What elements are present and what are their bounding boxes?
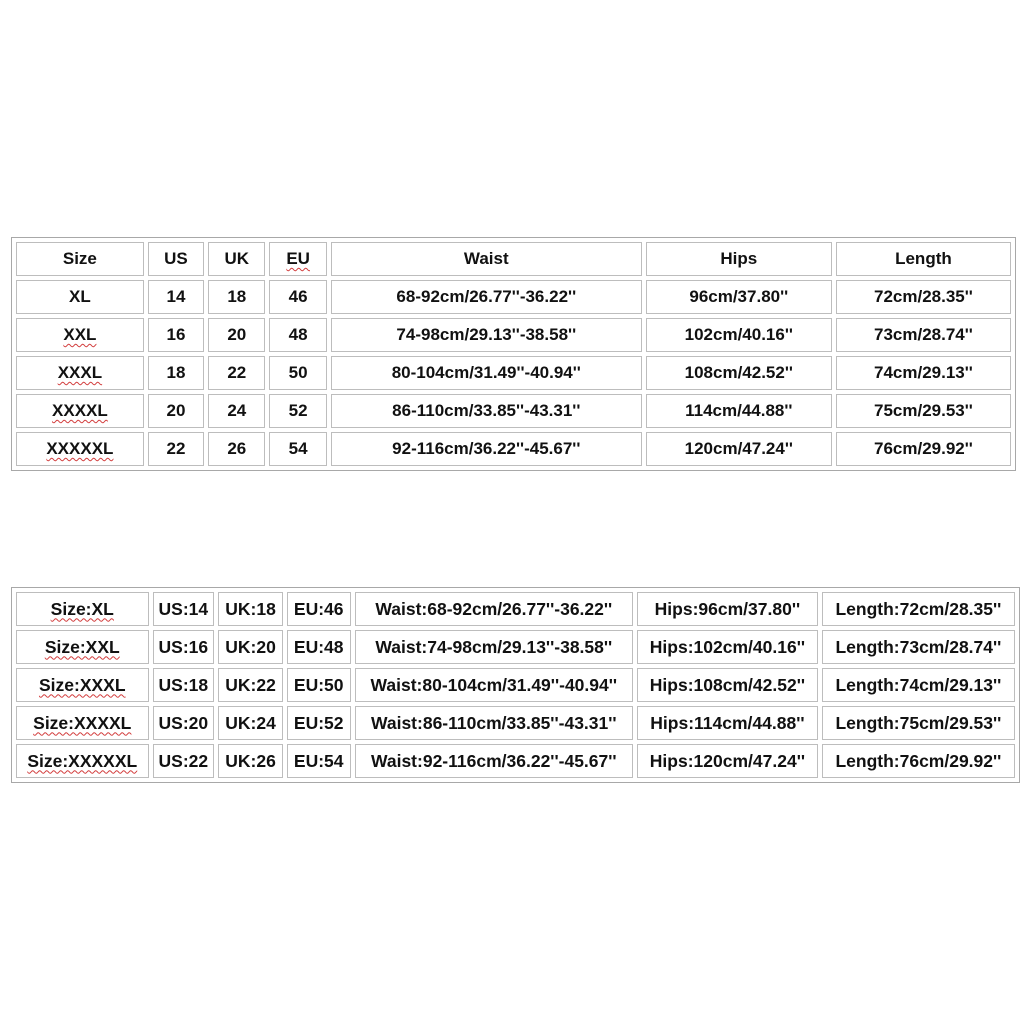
header-eu: EU — [269, 242, 326, 276]
table-row — [16, 630, 1015, 664]
size-cell: XXL — [16, 318, 144, 352]
length-cell: 74cm/29.13'' — [836, 356, 1011, 390]
uk-cell: 18 — [208, 280, 265, 314]
size-chart-table — [11, 237, 1016, 471]
waist-cell: 92-116cm/36.22''-45.67'' — [331, 432, 642, 466]
us-cell: 22 — [148, 432, 204, 466]
size-cell: Size:XL — [16, 592, 149, 626]
size-cell: Size:XXXL — [16, 668, 149, 702]
size-cell: XXXL — [16, 356, 144, 390]
header-hips: Hips — [646, 242, 832, 276]
uk-cell: 22 — [208, 356, 265, 390]
size-cell: Size:XXXXL — [16, 706, 149, 740]
table-row — [16, 394, 1011, 428]
length-cell: 72cm/28.35'' — [836, 280, 1011, 314]
hips-cell: Hips:114cm/44.88'' — [637, 706, 818, 740]
table-row — [16, 318, 1011, 352]
table-row — [16, 432, 1011, 466]
hips-cell: Hips:96cm/37.80'' — [637, 592, 818, 626]
header-uk: UK — [208, 242, 265, 276]
waist-cell: 86-110cm/33.85''-43.31'' — [331, 394, 642, 428]
size-cell: Size:XXL — [16, 630, 149, 664]
table-row — [16, 668, 1015, 702]
hips-cell: 120cm/47.24'' — [646, 432, 832, 466]
table-row — [16, 592, 1015, 626]
header-size: Size — [16, 242, 144, 276]
waist-cell: 74-98cm/29.13''-38.58'' — [331, 318, 642, 352]
size-chart-table-labeled — [11, 587, 1020, 783]
eu-cell: EU:52 — [287, 706, 351, 740]
uk-cell: UK:20 — [218, 630, 283, 664]
size-cell: Size:XXXXXL — [16, 744, 149, 778]
header-length: Length — [836, 242, 1011, 276]
length-cell: Length:73cm/28.74'' — [822, 630, 1015, 664]
uk-cell: UK:24 — [218, 706, 283, 740]
eu-cell: 46 — [269, 280, 326, 314]
us-cell: 14 — [148, 280, 204, 314]
table-header-row — [16, 242, 1011, 276]
uk-cell: UK:26 — [218, 744, 283, 778]
waist-cell: Waist:80-104cm/31.49''-40.94'' — [355, 668, 633, 702]
hips-cell: Hips:120cm/47.24'' — [637, 744, 818, 778]
us-cell: US:20 — [153, 706, 215, 740]
size-cell: XXXXXL — [16, 432, 144, 466]
waist-cell: 80-104cm/31.49''-40.94'' — [331, 356, 642, 390]
size-cell: XL — [16, 280, 144, 314]
table-row — [16, 744, 1015, 778]
eu-cell: EU:48 — [287, 630, 351, 664]
eu-cell: 54 — [269, 432, 326, 466]
eu-cell: EU:54 — [287, 744, 351, 778]
size-cell: XXXXL — [16, 394, 144, 428]
waist-cell: Waist:68-92cm/26.77''-36.22'' — [355, 592, 633, 626]
length-cell: Length:76cm/29.92'' — [822, 744, 1015, 778]
us-cell: US:14 — [153, 592, 215, 626]
length-cell: 73cm/28.74'' — [836, 318, 1011, 352]
eu-cell: 48 — [269, 318, 326, 352]
length-cell: Length:72cm/28.35'' — [822, 592, 1015, 626]
hips-cell: 102cm/40.16'' — [646, 318, 832, 352]
header-us: US — [148, 242, 204, 276]
us-cell: 20 — [148, 394, 204, 428]
table-row — [16, 356, 1011, 390]
uk-cell: 26 — [208, 432, 265, 466]
hips-cell: 108cm/42.52'' — [646, 356, 832, 390]
uk-cell: 20 — [208, 318, 265, 352]
uk-cell: 24 — [208, 394, 265, 428]
us-cell: US:16 — [153, 630, 215, 664]
waist-cell: Waist:74-98cm/29.13''-38.58'' — [355, 630, 633, 664]
length-cell: 75cm/29.53'' — [836, 394, 1011, 428]
length-cell: 76cm/29.92'' — [836, 432, 1011, 466]
header-waist: Waist — [331, 242, 642, 276]
hips-cell: Hips:108cm/42.52'' — [637, 668, 818, 702]
waist-cell: Waist:92-116cm/36.22''-45.67'' — [355, 744, 633, 778]
hips-cell: Hips:102cm/40.16'' — [637, 630, 818, 664]
us-cell: US:18 — [153, 668, 215, 702]
table-row — [16, 706, 1015, 740]
uk-cell: UK:22 — [218, 668, 283, 702]
eu-cell: EU:46 — [287, 592, 351, 626]
length-cell: Length:74cm/29.13'' — [822, 668, 1015, 702]
hips-cell: 114cm/44.88'' — [646, 394, 832, 428]
us-cell: 18 — [148, 356, 204, 390]
uk-cell: UK:18 — [218, 592, 283, 626]
eu-cell: 50 — [269, 356, 326, 390]
hips-cell: 96cm/37.80'' — [646, 280, 832, 314]
length-cell: Length:75cm/29.53'' — [822, 706, 1015, 740]
table-row — [16, 280, 1011, 314]
waist-cell: Waist:86-110cm/33.85''-43.31'' — [355, 706, 633, 740]
us-cell: US:22 — [153, 744, 215, 778]
eu-cell: 52 — [269, 394, 326, 428]
us-cell: 16 — [148, 318, 204, 352]
eu-cell: EU:50 — [287, 668, 351, 702]
waist-cell: 68-92cm/26.77''-36.22'' — [331, 280, 642, 314]
